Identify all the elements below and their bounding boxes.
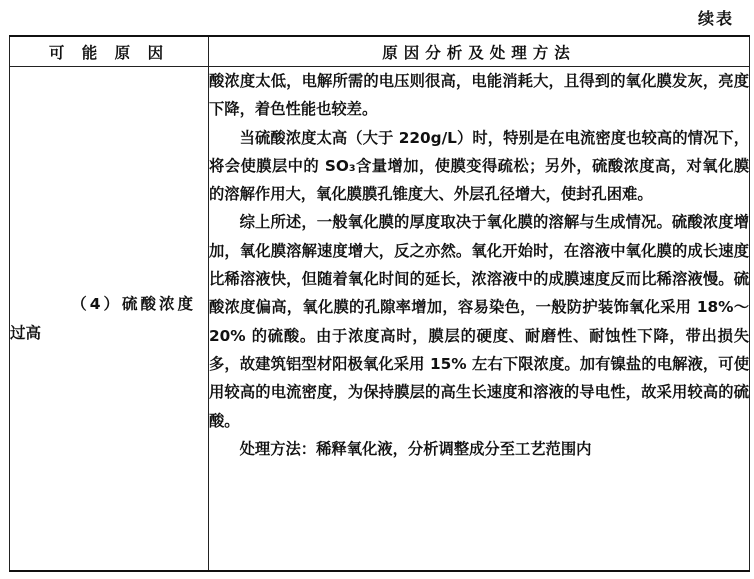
table-header-row — [10, 36, 750, 67]
treatment-method-line — [209, 435, 749, 463]
treatment-method-text: 稀释氧化液，分析调整成分至工艺范围内 — [316, 439, 592, 458]
treatment-method-label: 处理方法： — [239, 439, 317, 458]
cause-text-line1: （4）硫酸浓度 — [71, 294, 196, 313]
analysis-cell — [209, 67, 750, 572]
analysis-paragraph-1: 酸浓度太低，电解所需的电压则很高，电能消耗大，且得到的氧化膜发灰，亮度下降，着色性能也较差。 — [209, 72, 749, 119]
analysis-paragraph-3: 综上所述，一般氧化膜的厚度取决于氧化膜的溶解与生成情况。硫酸浓度增加，氧化膜溶解速度增大，反之亦然。氧化开始时，在溶液中氧化膜的成长速度比稀溶液快，但随着氧化时间的延长，浓溶液中的成膜速度反而比稀溶液慢。硫酸浓度偏高，氧化膜的孔隙率增加，容易染色，一般防护装饰氧化采用 18%～20% 的硫酸。由于浓度高时，膜层的硬度、耐磨性、耐蚀性下降，带出损失多，故建筑铝型材阳极氧化采用 15% 左右下限浓度。加有镍盐的电解液，可使用较高的电流密度，为保持膜层的高生长速度和溶液的导电性，故采用较高的硫酸。 — [209, 213, 749, 430]
analysis-paragraph-2: 当硫酸浓度太高（大于 220g/L）时，特别是在电流密度也较高的情况下，将会使膜层中的 SO₃含量增加，使膜变得疏松；另外，硫酸浓度高，对氧化膜的溶解作用大，氧化膜膜孔锥度大、外层孔径增大，使封孔困难。 — [209, 128, 749, 204]
header-cause: 可 能 原 因 — [10, 36, 209, 67]
cause-cell — [10, 67, 209, 572]
cause-text-line2: 过高 — [10, 323, 42, 342]
header-analysis: 原因分析及处理方法 — [209, 36, 750, 67]
table-continued-caption: 续表 — [697, 9, 734, 28]
table-row — [10, 67, 750, 572]
troubleshooting-table — [9, 35, 750, 572]
